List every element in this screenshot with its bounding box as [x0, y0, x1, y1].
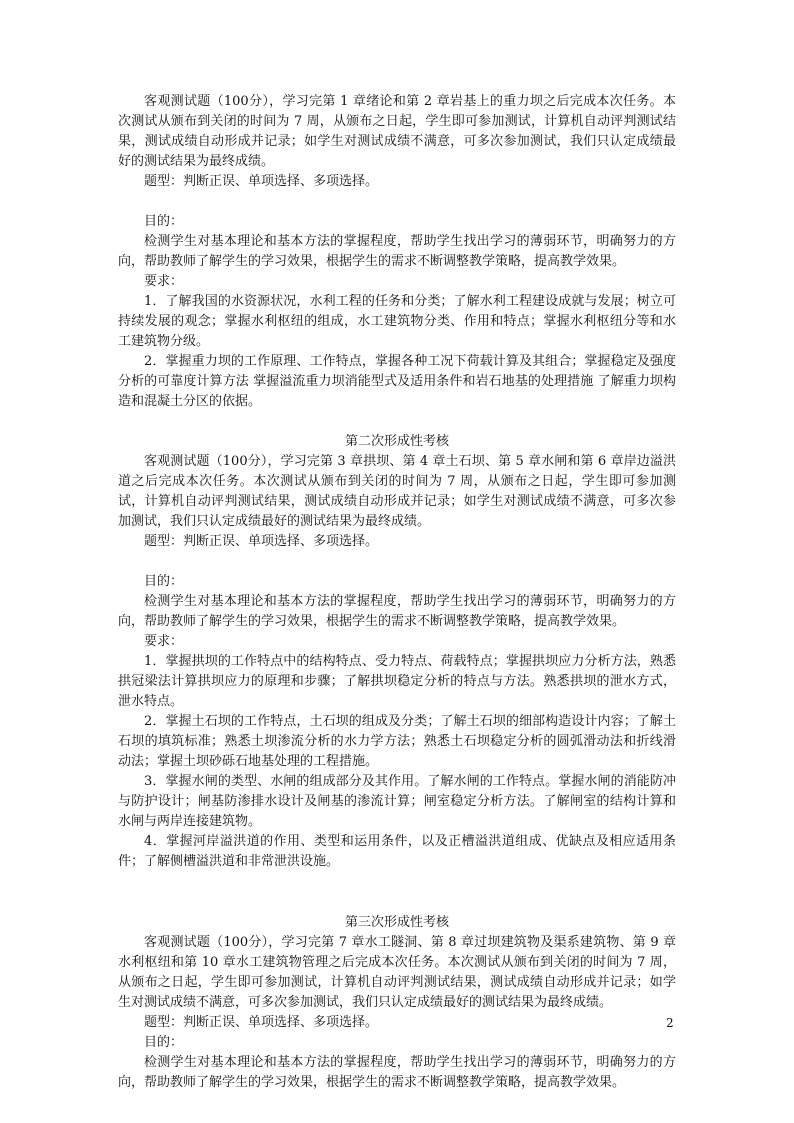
section1-intro: 客观测试题（100分），学习完第 1 章绪论和第 2 章岩基上的重力坝之后完成本次任务。本次测试从颁布到关闭的时间为 7 周，从颁布之日起，学生即可参加测试，计算机自动评判测试结果，测试成绩自动形成并记录；如学生对测试成绩不满意，可多次参加测试，我们只认定成绩最好的测试结果为最终成绩。: [118, 94, 676, 169]
section3-title: 第三次形成性考核: [344, 915, 449, 930]
document-page: [118, 92, 676, 1093]
section1-requirement-2: 2．掌握重力坝的工作原理、工作特点，掌握各种工况下荷载计算及其组合；掌握稳定及强度分析的可靠度计算方法 掌握溢流重力坝消能型式及适用条件和岩石地基的处理措施 了解重力坝构造和混凝土分区的依据。: [118, 354, 676, 409]
section3-purpose-label: 目的：: [144, 1035, 184, 1050]
section1-purpose-label: 目的：: [144, 214, 184, 229]
page-number: 2: [666, 1016, 674, 1030]
section3-purpose: 检测学生对基本理论和基本方法的掌握程度，帮助学生找出学习的薄弱环节，明确努力的方向，帮助教师了解学生的学习效果，根据学生的需求不断调整教学策略，提高教学效果。: [118, 1055, 676, 1090]
section3-intro: 客观测试题（100分），学习完第 7 章水工隧洞、第 8 章过坝建筑物及渠系建筑物、第 9 章水利枢纽和第 10 章水工建筑物管理之后完成本次任务。本次测试从颁布到关闭的时间为 7 周，从颁布之日起，学生即可参加测试，计算机自动评判测试结果，测试成绩自动形成并记录；如学生对测试成绩不满意，可多次参加测试，我们只认定成绩最好的测试结果为最终成绩。: [118, 935, 676, 1010]
section2-requirements-label: 要求：: [144, 634, 184, 649]
section2-requirement-4: 4．掌握河岸溢洪道的作用、类型和运用条件，以及正槽溢洪道组成、优缺点及相应适用条件；了解侧槽溢洪道和非常泄洪设施。: [118, 834, 676, 869]
section2-requirement-1: 1．掌握拱坝的工作特点中的结构特点、受力特点、荷载特点；掌握拱坝应力分析方法，熟悉拱冠梁法计算拱坝应力的原理和步骤；了解拱坝稳定分析的特点与方法。熟悉拱坝的泄水方式，泄水特点。: [118, 654, 676, 709]
section2-requirement-2: 2．掌握土石坝的工作特点，土石坝的组成及分类；了解土石坝的细部构造设计内容；了解土石坝的填筑标准；熟悉土坝渗流分析的水力学方法；熟悉土石坝稳定分析的圆弧滑动法和折线滑动法；掌握土坝砂砾石地基处理的工程措施。: [118, 714, 676, 769]
section3-question-types: 题型：判断正误、单项选择、多项选择。: [144, 1015, 379, 1030]
section1-purpose: 检测学生对基本理论和基本方法的掌握程度，帮助学生找出学习的薄弱环节，明确努力的方向，帮助教师了解学生的学习效果，根据学生的需求不断调整教学策略，提高教学效果。: [118, 234, 676, 269]
section2-purpose: 检测学生对基本理论和基本方法的掌握程度，帮助学生找出学习的薄弱环节，明确努力的方向，帮助教师了解学生的学习效果，根据学生的需求不断调整教学策略，提高教学效果。: [118, 594, 676, 629]
section1-requirements-label: 要求：: [144, 274, 184, 289]
section2-question-types: 题型：判断正误、单项选择、多项选择。: [144, 534, 379, 549]
section1-requirement-1: 1．了解我国的水资源状况，水利工程的任务和分类；了解水利工程建设成就与发展；树立可持续发展的观念；掌握水利枢纽的组成，水工建筑物分类、作用和特点；掌握水利枢纽分等和水工建筑物分级。: [118, 294, 676, 349]
section2-requirement-3: 3．掌握水闸的类型、水闸的组成部分及其作用。了解水闸的工作特点。掌握水闸的消能防冲与防护设计；闸基防渗排水设计及闸基的渗流计算；闸室稳定分析方法。了解闸室的结构计算和水闸与两岸连接建筑物。: [118, 774, 676, 829]
section1-question-types: 题型：判断正误、单项选择、多项选择。: [144, 174, 379, 189]
section2-intro: 客观测试题（100分），学习完第 3 章拱坝、第 4 章土石坝、第 5 章水闸和第 6 章岸边溢洪道之后完成本次任务。本次测试从颁布到关闭的时间为 7 周，从颁布之日起，学生即可参加测试，计算机自动评判测试结果，测试成绩自动形成并记录；如学生对测试成绩不满意，可多次参加测试，我们只认定成绩最好的测试结果为最终成绩。: [118, 454, 676, 529]
section2-purpose-label: 目的：: [144, 574, 184, 589]
section2-title: 第二次形成性考核: [344, 434, 449, 449]
